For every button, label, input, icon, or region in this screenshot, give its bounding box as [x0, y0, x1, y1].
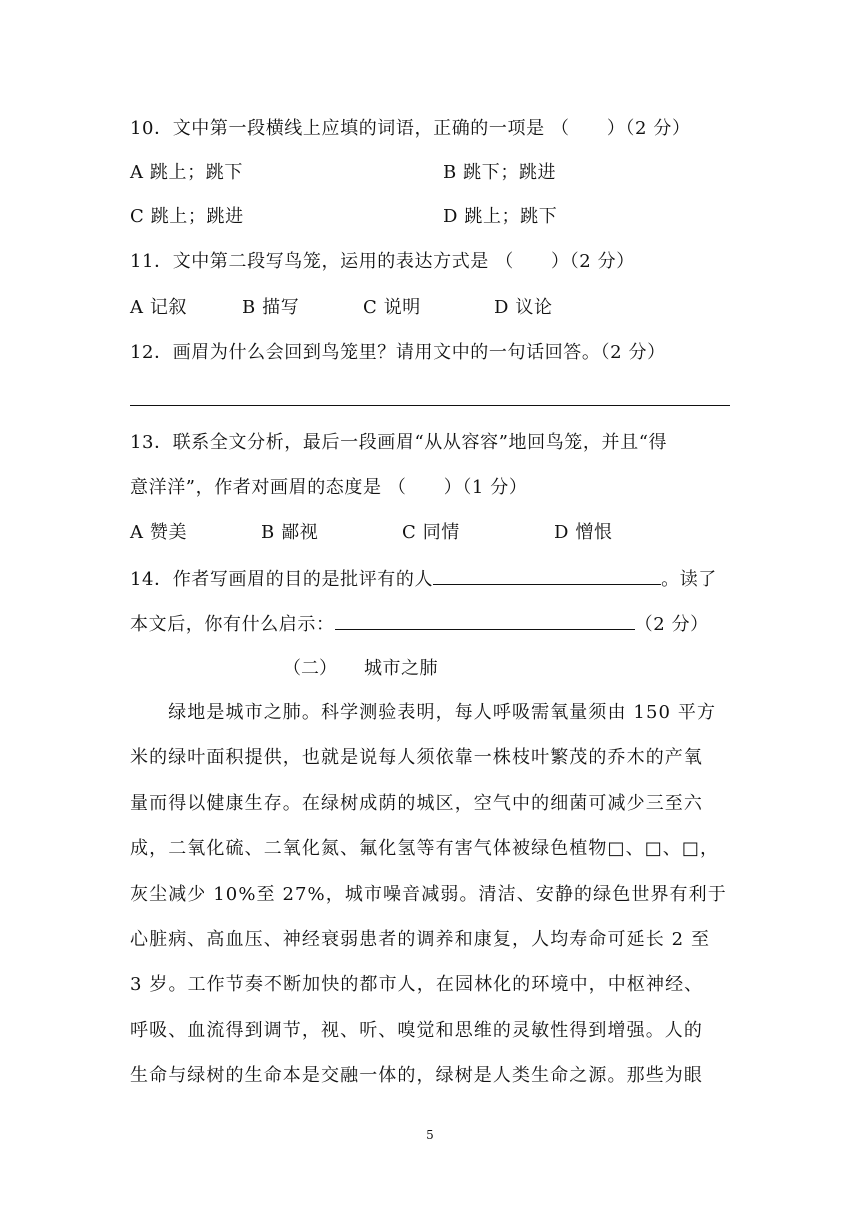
- question-14-line1: [130, 566, 730, 592]
- question-12: 12．画眉为什么会回到鸟笼里？请用文中的一句话回答。（2 分）: [130, 342, 666, 363]
- option-d: D 议论: [494, 297, 553, 318]
- option-c: C 同情: [402, 522, 460, 543]
- option-c: C 跳上；跳进: [130, 206, 244, 227]
- question-14-line2: [130, 611, 730, 637]
- option-a: A 记叙: [130, 297, 188, 318]
- question-10: 10．文中第一段横线上应填的词语，正确的一项是 （ ）（2 分）: [130, 118, 691, 139]
- fill-in-blank[interactable]: [335, 611, 635, 630]
- option-d: D 跳上；跳下: [443, 206, 558, 227]
- passage-line: 灰尘减少 10%至 27%，城市噪音减弱。清洁、安静的绿色世界有利于: [130, 883, 727, 905]
- passage-line: 绿地是城市之肺。科学测验表明，每人呼吸需氧量须由 150 平方: [130, 702, 717, 723]
- section-title: 城市之肺: [364, 658, 438, 679]
- passage-line: 米的绿叶面积提供，也就是说每人须依靠一株枝叶繁茂的乔木的产氧: [130, 747, 703, 769]
- page-number: 5: [426, 1128, 434, 1142]
- passage-line: 呼吸、血流得到调节，视、听、嗅觉和思维的灵敏性得到增强。人的: [130, 1019, 703, 1041]
- option-d: D 憎恨: [554, 522, 613, 543]
- question-14-prompt-2: 本文后，你有什么启示：: [130, 614, 335, 635]
- option-a: A 跳上；跳下: [130, 162, 243, 183]
- option-c: C 说明: [363, 297, 421, 318]
- passage-line: 心脏病、高血压、神经衰弱患者的调养和康复，人均寿命可延长 2 至: [130, 929, 711, 951]
- question-13-line2: 意洋洋”，作者对画眉的态度是 （ ）（1 分）: [130, 477, 528, 498]
- option-b: B 鄙视: [261, 522, 319, 543]
- option-b: B 跳下；跳进: [443, 162, 557, 183]
- section-number: （二）: [283, 658, 337, 679]
- passage: [130, 690, 730, 1099]
- question-14-score: （2 分）: [634, 614, 709, 635]
- passage-line: 3 岁。工作节奏不断加快的都市人，在园林化的环境中，中枢神经、: [130, 974, 704, 996]
- question-14-suffix: 。读了: [661, 569, 717, 590]
- question-13-line1: 13．联系全文分析，最后一段画眉“从从容容”地回鸟笼，并且“得: [130, 432, 668, 453]
- option-a: A 赞美: [130, 522, 188, 543]
- passage-line: 量而得以健康生存。在绿树成荫的城区，空气中的细菌可减少三至六: [130, 792, 703, 814]
- passage-line: 生命与绿树的生命本是交融一体的，绿树是人类生命之源。那些为眼: [130, 1065, 703, 1087]
- question-14-prompt: 14．作者写画眉的目的是批评有的人: [130, 569, 434, 590]
- option-b: B 描写: [242, 297, 300, 318]
- answer-line: [130, 405, 730, 406]
- passage-line: 成，二氧化硫、二氧化氮、氟化氢等有害气体被绿色植物□、□、□，: [130, 838, 720, 860]
- fill-in-blank[interactable]: [433, 566, 661, 585]
- question-11: 11．文中第二段写鸟笼，运用的表达方式是 （ ）（2 分）: [130, 251, 635, 272]
